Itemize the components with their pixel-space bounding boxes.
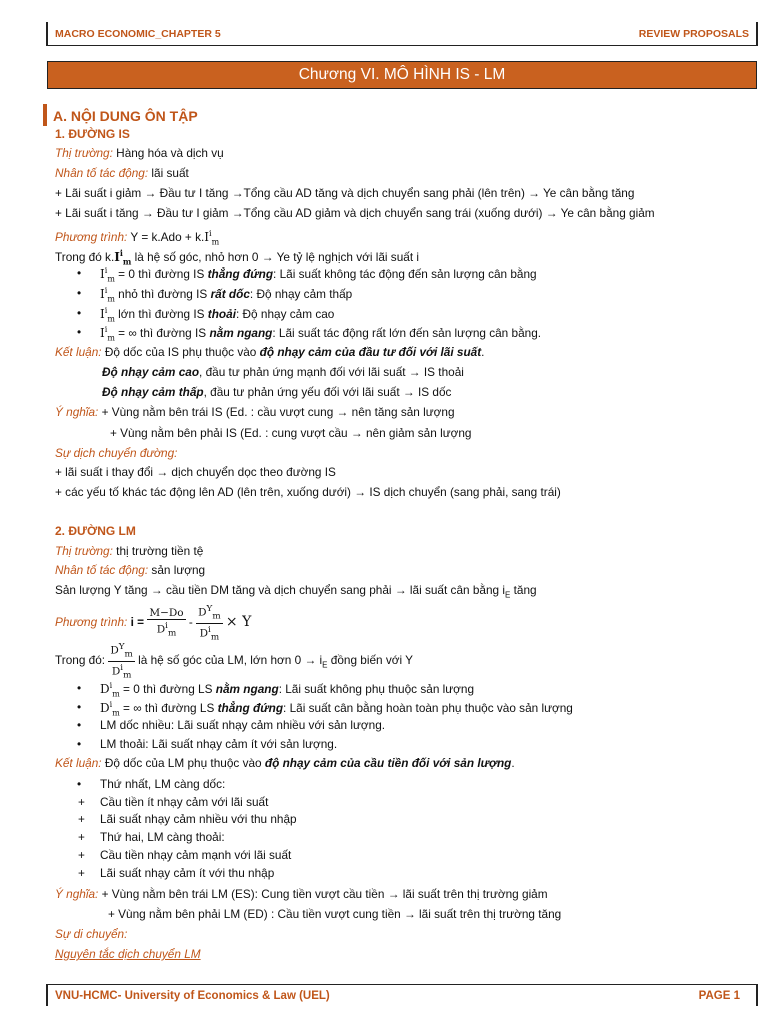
page-header <box>46 22 758 46</box>
section-marker <box>43 104 47 126</box>
bullet: • <box>77 737 82 751</box>
lm-factor: Nhân tố tác động: sản lượng <box>55 563 206 577</box>
plus-mark: + <box>78 866 85 880</box>
lm-point-3: Lãi suất nhạy cảm nhiều với thu nhập <box>100 812 297 826</box>
lm-title: 2. ĐƯỜNG LM <box>55 524 136 538</box>
is-meaning-1: Ý nghĩa: + Vùng nằm bên trái IS (Ed. : cầu vượt cung → nên tăng sản lượng <box>55 405 455 419</box>
lm-line1: Sản lượng Y tăng → cầu tiền DM tăng và dịch chuyển sang phải → lãi suất cân bằng $i_E$ tăng <box>55 583 537 600</box>
lm-point-1: Thứ nhất, LM càng dốc: <box>100 777 226 791</box>
is-line1: + Lãi suất i giảm → Đầu tư I tăng →Tổng cầu AD tăng và dịch chuyển sang phải (lên trên) → Ye cân bằng tăng <box>55 186 635 200</box>
bullet: • <box>77 286 82 300</box>
is-factor: Nhân tố tác động: lãi suất <box>55 166 189 180</box>
is-title: 1. ĐƯỜNG IS <box>55 127 130 141</box>
lm-shift-label: Sự di chuyển: <box>55 927 128 941</box>
is-conclusion-2: Độ nhạy cảm thấp, đầu tư phản ứng yếu đối với lãi suất → IS dốc <box>102 385 452 399</box>
page-number: PAGE 1 <box>698 990 740 1002</box>
is-shift-1: + lãi suất i thay đổi → dịch chuyển dọc theo đường IS <box>55 465 336 479</box>
bullet: • <box>77 306 82 320</box>
lm-point-2: Cầu tiền ít nhạy cảm với lãi suất <box>100 795 269 809</box>
lm-where: Trong đó: $\frac{D^Y_m}{D^i_m}$ là hệ số góc của LM, lớn hơn $0 \to i_E$ đồng biến với Y <box>55 642 414 681</box>
page-footer <box>46 984 758 1006</box>
is-conclusion: Kết luận: Độ dốc của IS phụ thuộc vào độ nhạy cảm của đầu tư đối với lãi suất. <box>55 345 485 359</box>
lm-point-6: Lãi suất nhạy cảm ít với thu nhập <box>100 866 275 880</box>
bullet: • <box>77 266 82 280</box>
lm-bullet-2: $D^i_m$ = ∞ thì đường LS thẳng đứng: Lãi suất cân bằng hoàn toàn phụ thuộc vào sản lượng <box>100 700 573 718</box>
lm-market: Thị trường: thị trường tiền tệ <box>55 544 204 558</box>
section-title: A. NỘI DUNG ÔN TẬP <box>53 108 198 124</box>
fraction: $\frac{D^Y_m}{D^i_m}$ <box>198 604 221 643</box>
bullet: • <box>77 325 82 339</box>
is-bullet-4: $I^i_m$ = ∞ thì đường IS nằm ngang: Lãi suất tác động rất lớn đến sản lượng cân bằng. <box>100 325 542 343</box>
is-bullet-2: $I^i_m$ nhỏ thì đường IS rất dốc: Độ nhạy cảm thấp <box>100 286 353 304</box>
lm-point-5: Cầu tiền nhạy cảm mạnh với lãi suất <box>100 848 292 862</box>
is-shift-2: + các yếu tố khác tác động lên AD (lên trên, xuống dưới) → IS dịch chuyển (sang phải, sang trái) <box>55 485 561 499</box>
header-left: MACRO ECONOMIC_CHAPTER 5 <box>55 28 221 40</box>
plus-mark: + <box>78 830 85 844</box>
is-shift-label: Sự dịch chuyển đường: <box>55 446 178 460</box>
lm-meaning-1: Ý nghĩa: + Vùng nằm bên trái LM (ES): Cung tiền vượt cầu tiền → lãi suất trên thị trường giảm <box>55 887 548 901</box>
is-line2: + Lãi suất i tăng → Đầu tư I giảm →Tổng cầu AD giảm và dịch chuyển sang trái (xuống dưới) → Ye cân bằng giảm <box>55 206 655 220</box>
bullet: • <box>77 777 82 791</box>
lm-bullet-1: $D^i_m = 0$ thì đường LS nằm ngang: Lãi suất không phụ thuộc sản lượng <box>100 681 475 699</box>
lm-meaning-2: + Vùng nằm bên phải LM (ED) : Cầu tiền vượt cung tiền → lãi suất trên thị trường tăng <box>108 907 562 921</box>
lm-shift-rule: Nguyên tắc dịch chuyển LM <box>55 947 201 961</box>
lm-bullet-4: LM thoải: Lãi suất nhạy cảm ít với sản lượng. <box>100 737 338 751</box>
plus-mark: + <box>78 795 85 809</box>
is-bullet-3: $I^i_m$ lớn thì đường IS thoải: Độ nhạy cảm cao <box>100 306 335 324</box>
lm-equation: Phương trình: i = $\frac{M-Do}{D^i_m}$ - $\frac{D^Y_m}{D^i_m}$ × Y <box>55 604 252 643</box>
header-right: REVIEW PROPOSALS <box>638 28 749 40</box>
fraction: $\frac{M-Do}{D^i_m}$ <box>149 606 184 639</box>
is-conclusion-1: Độ nhạy cảm cao, đầu tư phản ứng mạnh đối với lãi suất → IS thoải <box>102 365 464 379</box>
is-bullet-1: $I^i_m = 0$ thì đường IS thẳng đứng: Lãi suất không tác động đến sản lượng cân bằng <box>100 266 537 284</box>
is-meaning-2: + Vùng nằm bên phải IS (Ed. : cung vượt cầu → nên giảm sản lượng <box>110 426 472 440</box>
is-market: Thị trường: Hàng hóa và dịch vụ <box>55 146 224 160</box>
is-equation: Phương trình: $Y = k.Ado + k.I^i_m$ <box>55 229 220 247</box>
plus-mark: + <box>78 812 85 826</box>
chapter-title-banner: Chương VI. MÔ HÌNH IS - LM <box>47 61 757 89</box>
lm-conclusion: Kết luận: Độ dốc của LM phụ thuộc vào độ nhạy cảm của cầu tiền đối với sản lượng. <box>55 756 515 770</box>
bullet: • <box>77 718 82 732</box>
fraction: $\frac{D^Y_m}{D^i_m}$ <box>110 642 133 681</box>
is-where: Trong đó $k.I^i_m$ là hệ số góc, nhỏ hơn 0 → Ye tỷ lệ nghịch với lãi suất i <box>55 248 420 267</box>
lm-bullet-3: LM dốc nhiều: Lãi suất nhạy cảm nhiều với sản lượng. <box>100 718 386 732</box>
footer-left: VNU-HCMC- University of Economics & Law (UEL) <box>55 990 330 1002</box>
plus-mark: + <box>78 848 85 862</box>
lm-point-4: Thứ hai, LM càng thoải: <box>100 830 225 844</box>
bullet: • <box>77 681 82 695</box>
bullet: • <box>77 700 82 714</box>
